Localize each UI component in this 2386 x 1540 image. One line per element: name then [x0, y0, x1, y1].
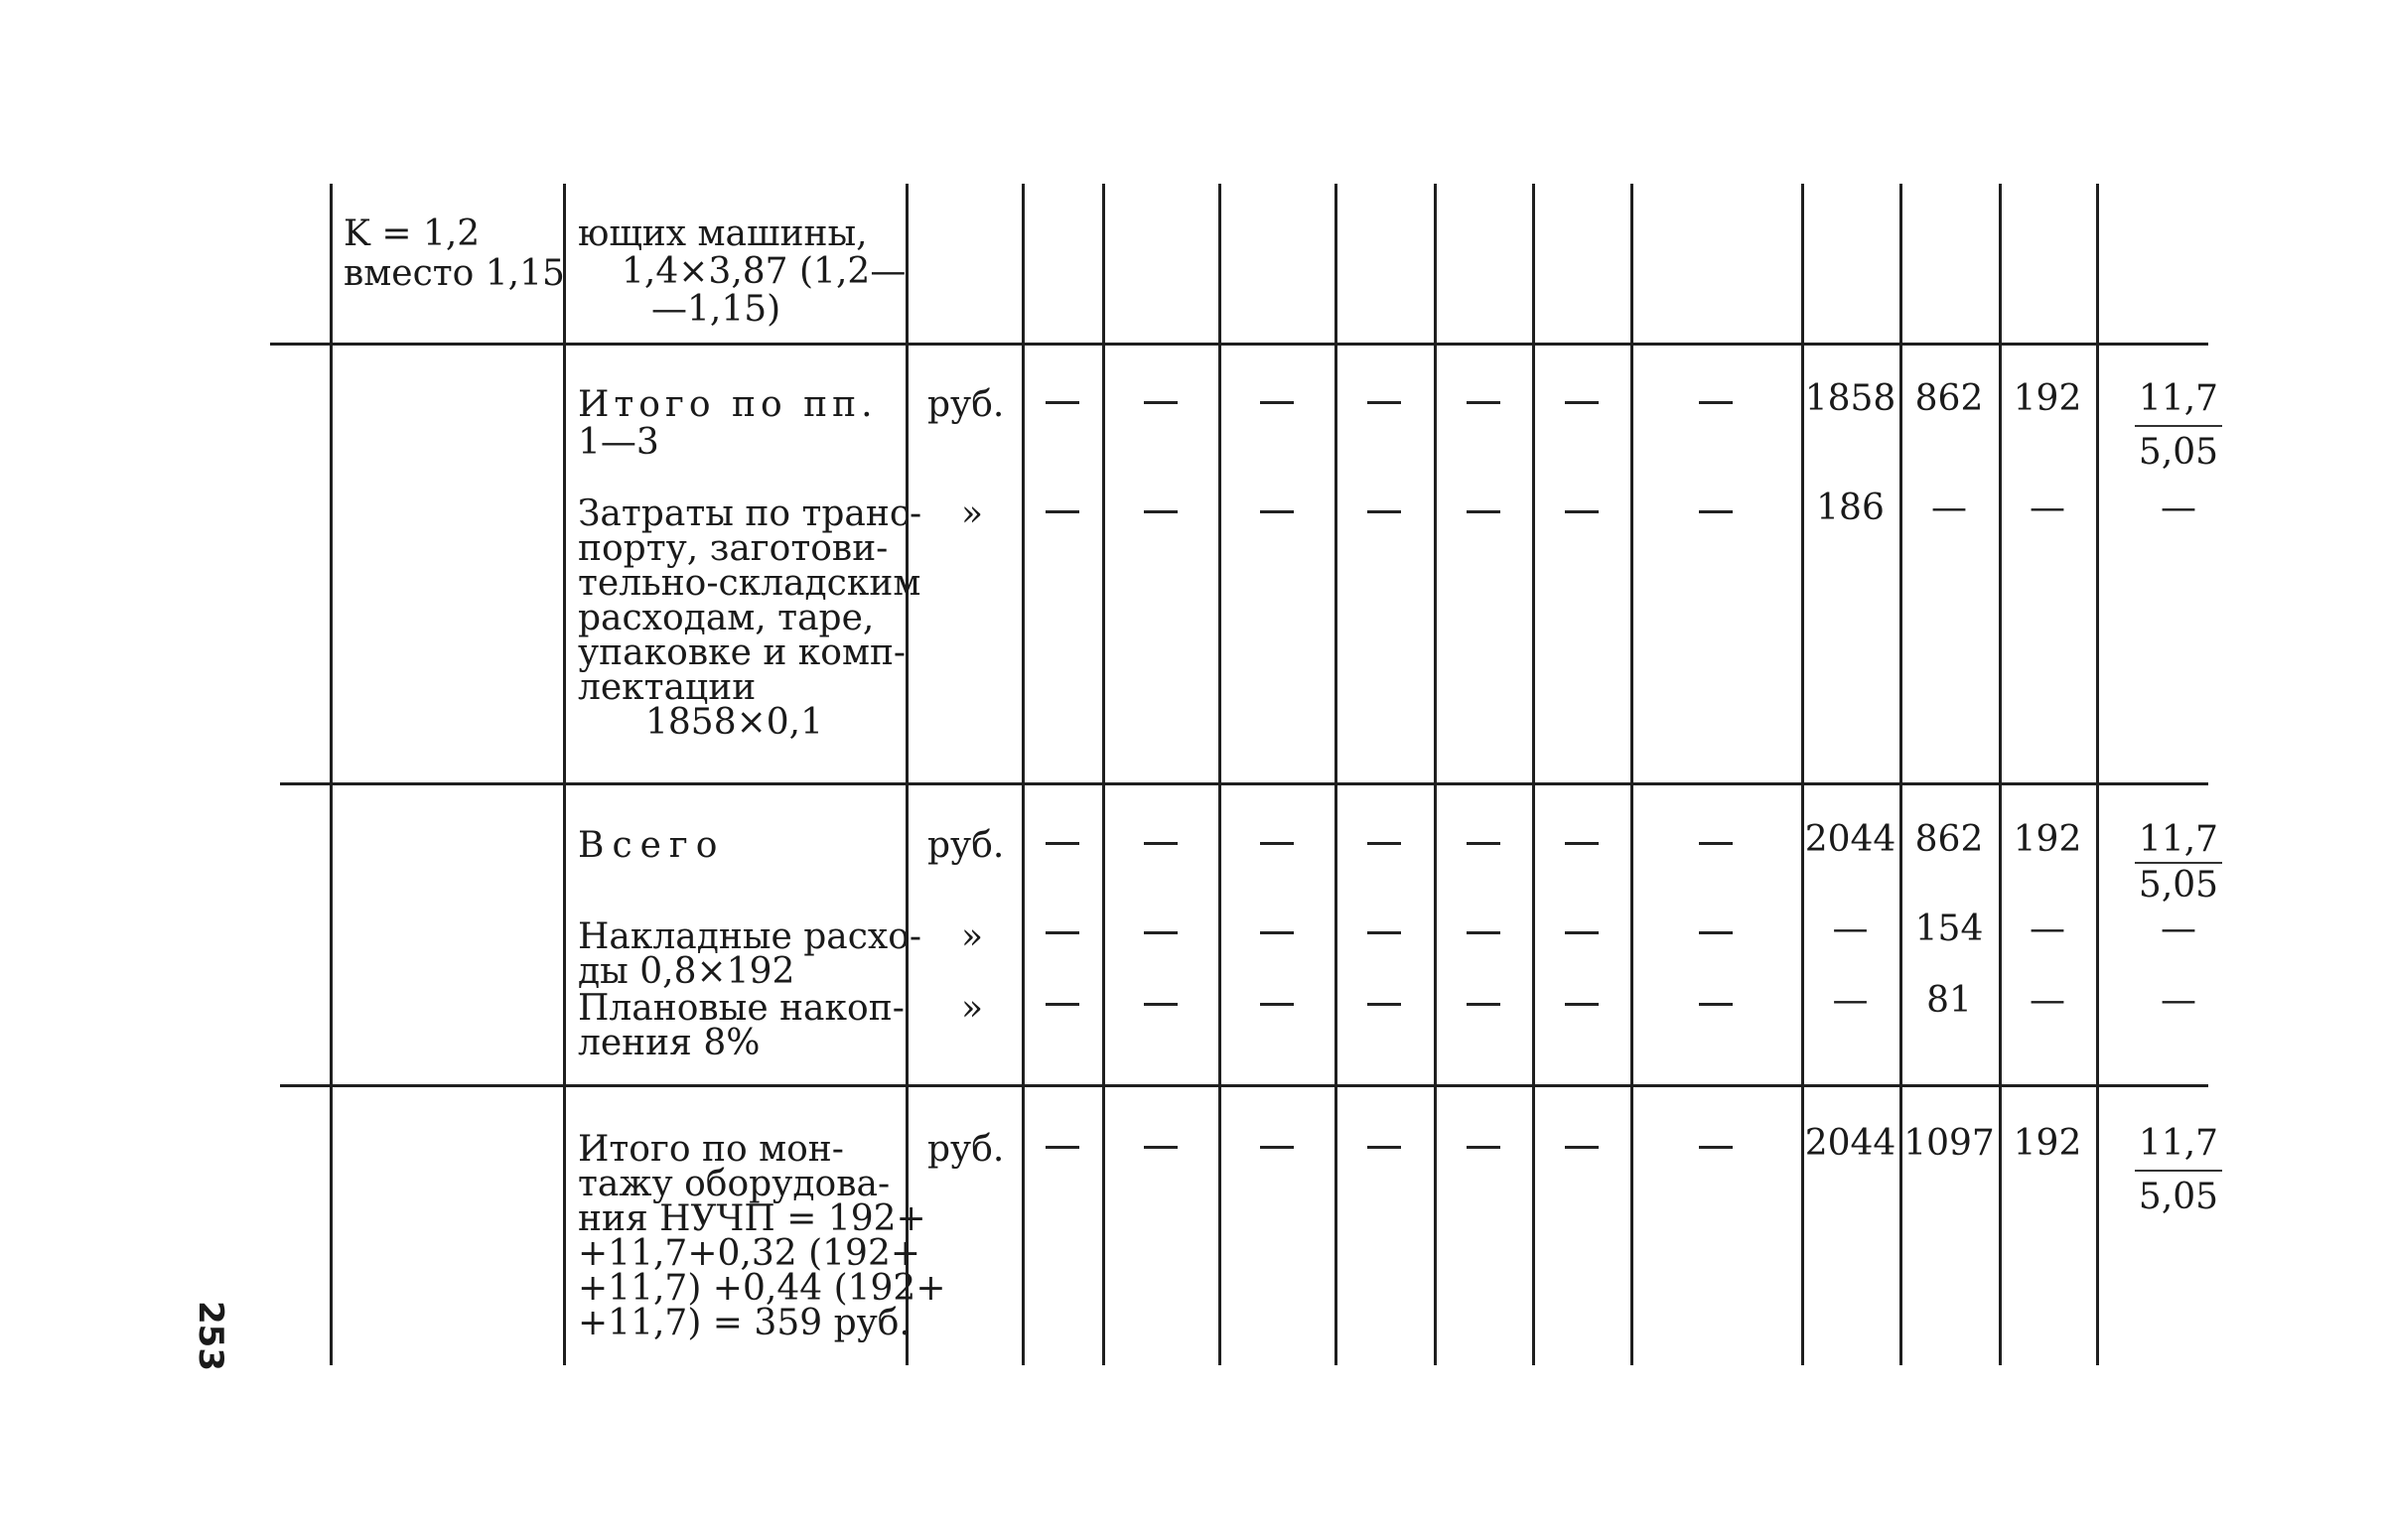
empty-value-dash	[1144, 401, 1178, 404]
unit-cell: руб.	[927, 384, 1005, 425]
empty-value-dash	[1046, 401, 1079, 404]
value-cell: 1858	[1804, 378, 1896, 419]
row-name	[578, 384, 878, 463]
fraction-value	[2135, 819, 2222, 906]
empty-value-dash	[1467, 931, 1500, 934]
empty-value-dash	[1467, 401, 1500, 404]
unit-cell: »	[961, 493, 984, 534]
row-name	[578, 1129, 946, 1343]
fraction-denominator: 5,05	[2138, 865, 2219, 906]
empty-value-dash	[1367, 842, 1401, 845]
description-line: 1,4×3,87 (1,2—	[622, 251, 907, 292]
empty-value-dash	[1565, 510, 1599, 513]
description-line: —1,15)	[651, 289, 781, 330]
empty-value-dash	[1467, 1003, 1500, 1006]
row-name-line: Затраты по транс-	[578, 493, 922, 534]
page-number: 253	[191, 1301, 230, 1371]
value-cell: 186	[1816, 488, 1885, 528]
value-cell: 192	[2013, 819, 2082, 860]
column-rule	[1999, 184, 2002, 1365]
empty-value-dash	[1467, 1146, 1500, 1149]
empty-value-dash	[1565, 842, 1599, 845]
row-name-line: Накладные расхо-	[578, 916, 922, 957]
empty-value-dash	[1046, 1146, 1079, 1149]
unit-cell: руб.	[927, 825, 1005, 866]
column-rule	[563, 184, 566, 1365]
row-name-line: Плановые накоп-	[578, 988, 905, 1029]
value-cell: 192	[2013, 378, 2082, 419]
coefficient-note	[344, 213, 565, 294]
empty-value-dash	[1699, 510, 1733, 513]
value-cell: 154	[1914, 909, 1984, 949]
row-name-line: ления 8%	[578, 1023, 761, 1063]
empty-value-dash	[1260, 510, 1294, 513]
top-row-description	[578, 213, 907, 330]
column-rule	[1434, 184, 1437, 1365]
fraction-value	[2135, 378, 2222, 473]
section-rule	[270, 343, 2208, 346]
row-name	[578, 825, 726, 866]
row-name-line: +11,7+0,32 (192+	[578, 1233, 921, 1274]
column-rule	[1801, 184, 1804, 1365]
empty-value-dash	[1144, 510, 1178, 513]
column-rule	[1102, 184, 1105, 1365]
column-rule	[1532, 184, 1535, 1365]
empty-value-dash	[1260, 1146, 1294, 1149]
empty-value-dash	[1260, 1003, 1294, 1006]
row-name-line: тажу оборудова-	[578, 1164, 891, 1204]
section-rule	[280, 1084, 2208, 1087]
column-rule	[1630, 184, 1633, 1365]
empty-value-dash	[1367, 401, 1401, 404]
value-cell: —	[1832, 980, 1869, 1021]
empty-value-dash	[1144, 842, 1178, 845]
empty-value-dash	[1144, 1003, 1178, 1006]
column-rule	[330, 184, 333, 1365]
description-line: ющих машины,	[578, 213, 868, 254]
column-rule	[1218, 184, 1221, 1365]
unit-cell: »	[961, 988, 984, 1029]
section-rule	[280, 782, 2208, 785]
row-name-line: лектации	[578, 667, 757, 708]
empty-value-dash	[1367, 510, 1401, 513]
empty-value-dash	[1046, 1003, 1079, 1006]
value-cell: 862	[1914, 378, 1984, 419]
column-rule	[1899, 184, 1902, 1365]
empty-value-dash	[1260, 401, 1294, 404]
value-cell: 2044	[1804, 1123, 1896, 1164]
empty-value-dash	[1699, 842, 1733, 845]
empty-value-dash	[1467, 842, 1500, 845]
value-cell: —	[1832, 909, 1869, 949]
row-name-line: тельно-складским	[578, 563, 921, 604]
value-cell: 862	[1914, 819, 1984, 860]
value-cell: —	[2161, 980, 2196, 1021]
row-name-line: Итого по пп.	[578, 384, 878, 425]
row-name-line: ды 0,8×192	[578, 951, 795, 992]
row-name-line: ния НУЧП = 192+	[578, 1198, 926, 1239]
unit-cell: руб.	[927, 1129, 1005, 1170]
value-cell: 2044	[1804, 819, 1896, 860]
empty-value-dash	[1367, 931, 1401, 934]
row-name-line: упаковке и комп-	[578, 632, 907, 673]
row-name-line: 1858×0,1	[645, 702, 824, 743]
row-name-line: Итого по мон-	[578, 1129, 844, 1170]
empty-value-dash	[1565, 1146, 1599, 1149]
value-cell: —	[2030, 488, 2065, 528]
empty-value-dash	[1699, 1146, 1733, 1149]
value-cell: —	[1931, 488, 1967, 528]
empty-value-dash	[1046, 931, 1079, 934]
unit-cell: »	[961, 916, 984, 957]
value-cell: 81	[1926, 980, 1972, 1021]
row-name	[578, 493, 922, 743]
fraction-denominator: 5,05	[2138, 1177, 2219, 1217]
column-rule	[1334, 184, 1337, 1365]
empty-value-dash	[1260, 842, 1294, 845]
row-name-line: расходам, таре,	[578, 598, 875, 638]
empty-value-dash	[1144, 1146, 1178, 1149]
value-cell: —	[2161, 909, 2196, 949]
value-cell: 1097	[1903, 1123, 1995, 1164]
row-name-line: +11,7) = 359 руб.	[578, 1303, 911, 1343]
row-name-line: порту, заготови-	[578, 528, 889, 569]
coefficient-line: вместо 1,15	[344, 253, 565, 294]
empty-value-dash	[1467, 510, 1500, 513]
column-rule	[1022, 184, 1025, 1365]
row-name-line: +11,7) +0,44 (192+	[578, 1268, 946, 1309]
coefficient-line: K = 1,2	[344, 213, 481, 254]
row-name-line: 1—3	[578, 422, 659, 463]
empty-value-dash	[1367, 1146, 1401, 1149]
value-cell: —	[2161, 488, 2196, 528]
fraction-numerator: 11,7	[2135, 381, 2222, 427]
empty-value-dash	[1367, 1003, 1401, 1006]
empty-value-dash	[1144, 931, 1178, 934]
empty-value-dash	[1046, 842, 1079, 845]
fraction-value	[2135, 1123, 2222, 1217]
value-cell: —	[2030, 980, 2065, 1021]
empty-value-dash	[1699, 401, 1733, 404]
empty-value-dash	[1699, 1003, 1733, 1006]
fraction-numerator: 11,7	[2135, 1126, 2222, 1172]
empty-value-dash	[1565, 931, 1599, 934]
value-cell: 192	[2013, 1123, 2082, 1164]
fraction-numerator: 11,7	[2135, 822, 2222, 864]
empty-value-dash	[1046, 510, 1079, 513]
fraction-denominator: 5,05	[2138, 432, 2219, 473]
empty-value-dash	[1565, 1003, 1599, 1006]
column-rule	[2096, 184, 2099, 1365]
value-cell: —	[2030, 909, 2065, 949]
row-name	[578, 916, 922, 992]
empty-value-dash	[1699, 931, 1733, 934]
empty-value-dash	[1260, 931, 1294, 934]
empty-value-dash	[1565, 401, 1599, 404]
row-name-line: Всего	[578, 825, 726, 866]
row-name	[578, 988, 905, 1063]
